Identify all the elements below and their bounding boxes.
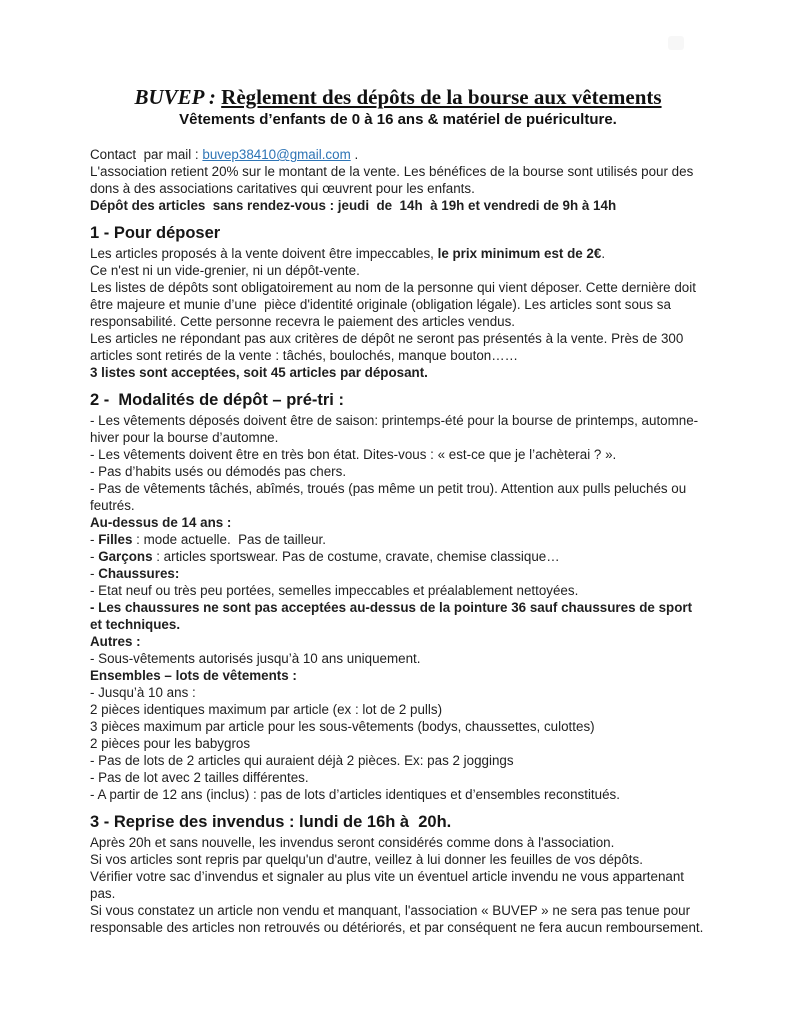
- text-run: 1 - Pour déposer: [90, 224, 221, 242]
- shoes-heading-line: [90, 565, 706, 582]
- no-double-lots-line: [90, 752, 706, 769]
- from-12-years-line: [90, 786, 706, 803]
- text-run: -: [90, 566, 99, 581]
- text-run: Autres :: [90, 634, 141, 649]
- text-run: -: [90, 549, 99, 564]
- text-run: Ce n'est ni un vide-grenier, ni un dépôt-vente.: [90, 263, 360, 278]
- email-link[interactable]: buvep38410@gmail.com: [202, 147, 351, 162]
- deposit-lists-paragraph: [90, 279, 706, 330]
- text-run: - Sous-vêtements autorisés jusqu’à 10 ans uniquement.: [90, 651, 421, 666]
- up-to-10-line: [90, 684, 706, 701]
- text-run: Ensembles – lots de vêtements :: [90, 668, 297, 683]
- text-run: Garçons: [98, 549, 153, 564]
- text-run: .: [350, 147, 359, 162]
- missing-article-paragraph: [90, 902, 706, 936]
- text-run: - Les chaussures ne sont pas acceptées au-dessus de la pointure 36 sauf chaussures de sport et techniques.: [90, 600, 696, 632]
- text-run: 3 - Reprise des invendus : lundi de 16h à 20h.: [90, 813, 452, 831]
- text-run: Dépôt des articles sans rendez-vous : jeudi de 14h à 19h et vendredi de 9h à 14h: [90, 198, 617, 213]
- no-stained-clothes-line: [90, 480, 706, 514]
- shoes-size-limit-line: [90, 599, 706, 633]
- text-run: Après 20h et sans nouvelle, les invendus seront considérés comme dons à l'association.: [90, 835, 615, 850]
- text-run: Les articles proposés à la vente doivent être impeccables,: [90, 246, 438, 261]
- deposit-hours-line: [90, 197, 706, 214]
- boys-rule-line: [90, 548, 706, 565]
- contact-line: [90, 146, 706, 163]
- text-run: : mode actuelle. Pas de tailleur.: [132, 532, 326, 547]
- scan-artifact: [668, 36, 684, 50]
- three-pieces-underwear-line: [90, 718, 706, 735]
- no-mixed-sizes-line: [90, 769, 706, 786]
- text-run: Chaussures:: [98, 566, 180, 581]
- text-run: Filles: [98, 532, 133, 547]
- text-run: - Pas de vêtements tâchés, abîmés, troués (pas même un petit trou). Attention aux pulls peluchés ou feutrés.: [90, 481, 690, 513]
- text-run: Si vous constatez un article non vendu et manquant, l'association « BUVEP » ne sera pas tenue pour responsable des articles non retrouvés ou détériorés, et par conséquent ne fera aucun remboursement.: [90, 903, 704, 935]
- text-run: - Pas d’habits usés ou démodés pas chers.: [90, 464, 347, 479]
- text-run: Si vos articles sont repris par quelqu'un d'autre, veillez à lui donner les feuilles de vos dépôts.: [90, 852, 643, 867]
- price-minimum-line: [90, 245, 706, 262]
- text-run: 3 listes sont acceptées, soit 45 articles par déposant.: [90, 365, 428, 380]
- pickup-by-other-line: [90, 851, 706, 868]
- text-run: Les articles ne répondant pas aux critères de dépôt ne seront pas présentés à la vente. Près de 300 articles sont retirés de la vente : tâchés, boulochés, manque bouton……: [90, 331, 688, 363]
- text-run: : articles sportswear. Pas de costume, cravate, chemise classique…: [152, 549, 560, 564]
- text-run: - A partir de 12 ans (inclus) : pas de lots d’articles identiques et d’ensembles reconstitués.: [90, 787, 620, 802]
- text-run: Contact par mail :: [90, 147, 203, 162]
- text-run: .: [601, 246, 606, 261]
- section-2-heading: [90, 390, 706, 411]
- document-title: [90, 84, 706, 110]
- document-blocks: [90, 146, 706, 936]
- others-heading-line: [90, 633, 706, 650]
- good-condition-line: [90, 446, 706, 463]
- text-run: - Les vêtements déposés doivent être de saison: printemps-été pour la bourse de printemps, automne-hiver pour la bourse d’automne.: [90, 413, 699, 445]
- text-run: 2 - Modalités de dépôt – pré-tri :: [90, 391, 344, 409]
- not-flea-market-line: [90, 262, 706, 279]
- text-run: - Pas de lot avec 2 tailles différentes.: [90, 770, 309, 785]
- text-run: Vérifier votre sac d’invendus et signaler au plus vite un éventuel article invendu ne vous appartenant pas.: [90, 869, 688, 901]
- text-run: le prix minimum est de 2€: [437, 246, 602, 261]
- association-fee-line: [90, 163, 706, 197]
- text-run: 2 pièces identiques maximum par article (ex : lot de 2 pulls): [90, 702, 443, 717]
- title-main: Règlement des dépôts de la bourse aux vêtements: [221, 85, 662, 109]
- rejected-articles-paragraph: [90, 330, 706, 364]
- season-rule-line: [90, 412, 706, 446]
- check-bag-paragraph: [90, 868, 706, 902]
- text-run: -: [90, 532, 99, 547]
- text-run: - Les vêtements doivent être en très bon état. Dites-vous : « est-ce que je l’achèterai ? ».: [90, 447, 617, 462]
- shoes-condition-line: [90, 582, 706, 599]
- title-prefix: BUVEP :: [134, 85, 222, 109]
- after-20h-line: [90, 834, 706, 851]
- text-run: 2 pièces pour les babygros: [90, 736, 251, 751]
- document-subtitle: Vêtements d’enfants de 0 à 16 ans & matériel de puériculture.: [179, 111, 617, 128]
- text-run: L'association retient 20% sur le montant de la vente. Les bénéfices de la bourse sont utilisés pour des dons à des associations caritatives qui œuvrent pour les enfants.: [90, 164, 697, 196]
- girls-rule-line: [90, 531, 706, 548]
- babygros-line: [90, 735, 706, 752]
- text-run: - Jusqu’à 10 ans :: [90, 685, 196, 700]
- text-run: Les listes de dépôts sont obligatoirement au nom de la personne qui vient déposer. Cette dernière doit être majeure et munie d’une pièce d'identité originale (obligation légale). Les articles sont sous sa responsabilité. Cette personne recevra le paiement des articles vendus.: [90, 280, 700, 329]
- section-3-heading: [90, 812, 706, 833]
- text-run: 3 pièces maximum par article pour les sous-vêtements (bodys, chaussettes, culottes): [90, 719, 595, 734]
- text-run: Au-dessus de 14 ans :: [90, 515, 232, 530]
- section-1-heading: [90, 223, 706, 244]
- text-run: - Pas de lots de 2 articles qui auraient déjà 2 pièces. Ex: pas 2 joggings: [90, 753, 514, 768]
- underwear-rule-line: [90, 650, 706, 667]
- no-worn-clothes-line: [90, 463, 706, 480]
- lists-accepted-line: [90, 364, 706, 381]
- text-run: - Etat neuf ou très peu portées, semelles impeccables et préalablement nettoyées.: [90, 583, 579, 598]
- two-identical-pieces-line: [90, 701, 706, 718]
- over-14-heading-line: [90, 514, 706, 531]
- sets-heading-line: [90, 667, 706, 684]
